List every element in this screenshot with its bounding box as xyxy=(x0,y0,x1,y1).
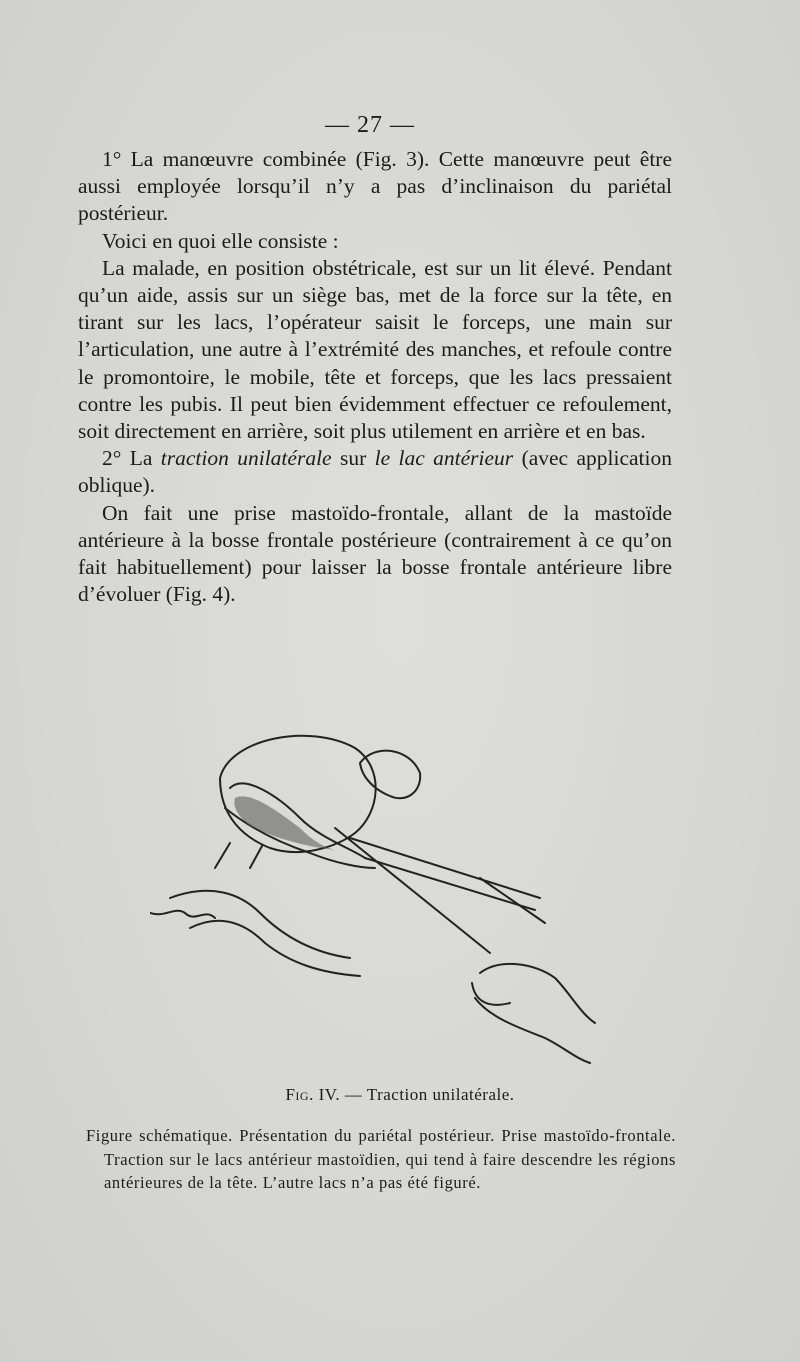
traction-lace xyxy=(335,828,490,953)
figure-illustration xyxy=(150,718,620,1078)
page-number: — 27 — xyxy=(325,112,415,138)
text-run: (avec application oblique). xyxy=(78,446,672,498)
paragraph-mastoid-frontal: On fait une prise mastoïdo-frontale, allant de la mastoïde antérieure à la bosse frontale postérieure (contrairement à ce qu’on fait habituellement) pour laisser la bosse frontale antérieure libre d’évoluer (Fig. 4). xyxy=(78,500,672,607)
paragraph-procedure: La malade, en position obstétricale, est sur un lit élevé. Pendant qu’un aide, assis sur un siège bas, met de la force sur la tête, en tirant sur les lacs, l’opérateur saisit le forceps, une main sur l’articulation, une autre à l’extrémité des manches, et refoule contre le promontoire, le mobile, tête et forceps, que les lacs pressaient contre les pubis. Il peut bien évidemment effectuer ce refoulement, soit directement en arrière, soit plus utilement en arrière et en bas. xyxy=(78,255,672,444)
forceps-traction-drawing xyxy=(150,718,620,1078)
paragraph-combined-maneuver: 1° La manœuvre combinée (Fig. 3). Cette manœuvre peut être aussi employée lorsqu’il n’y a pas d’inclinaison du pariétal postérieur. xyxy=(78,147,672,226)
figure-legend xyxy=(86,1124,676,1195)
italic-term: le lac antérieur xyxy=(374,446,514,471)
text-run: sur xyxy=(331,446,375,471)
text-run: 2° La xyxy=(102,446,161,471)
figure-legend-text: Figure schématique. Présentation du pariétal postérieur. Prise mastoïdo-frontale. Traction sur le lacs antérieur mastoïdien, qui tend à faire descendre les régions antérieures de la tête. L’autre lacs n’a pas été figuré. xyxy=(86,1126,676,1192)
body-text xyxy=(78,146,672,608)
figure-label: Fig. IV. xyxy=(285,1085,341,1104)
figure-title: — Traction unilatérale. xyxy=(340,1085,515,1104)
anterior-pubis-shape xyxy=(360,751,420,799)
figure-caption xyxy=(0,1085,800,1105)
hand-shape xyxy=(480,964,595,1023)
paragraph-unilateral-traction xyxy=(78,445,672,499)
italic-term: traction unilatérale xyxy=(160,446,332,471)
paragraph-procedure-intro: Voici en quoi elle consiste : xyxy=(102,228,339,253)
